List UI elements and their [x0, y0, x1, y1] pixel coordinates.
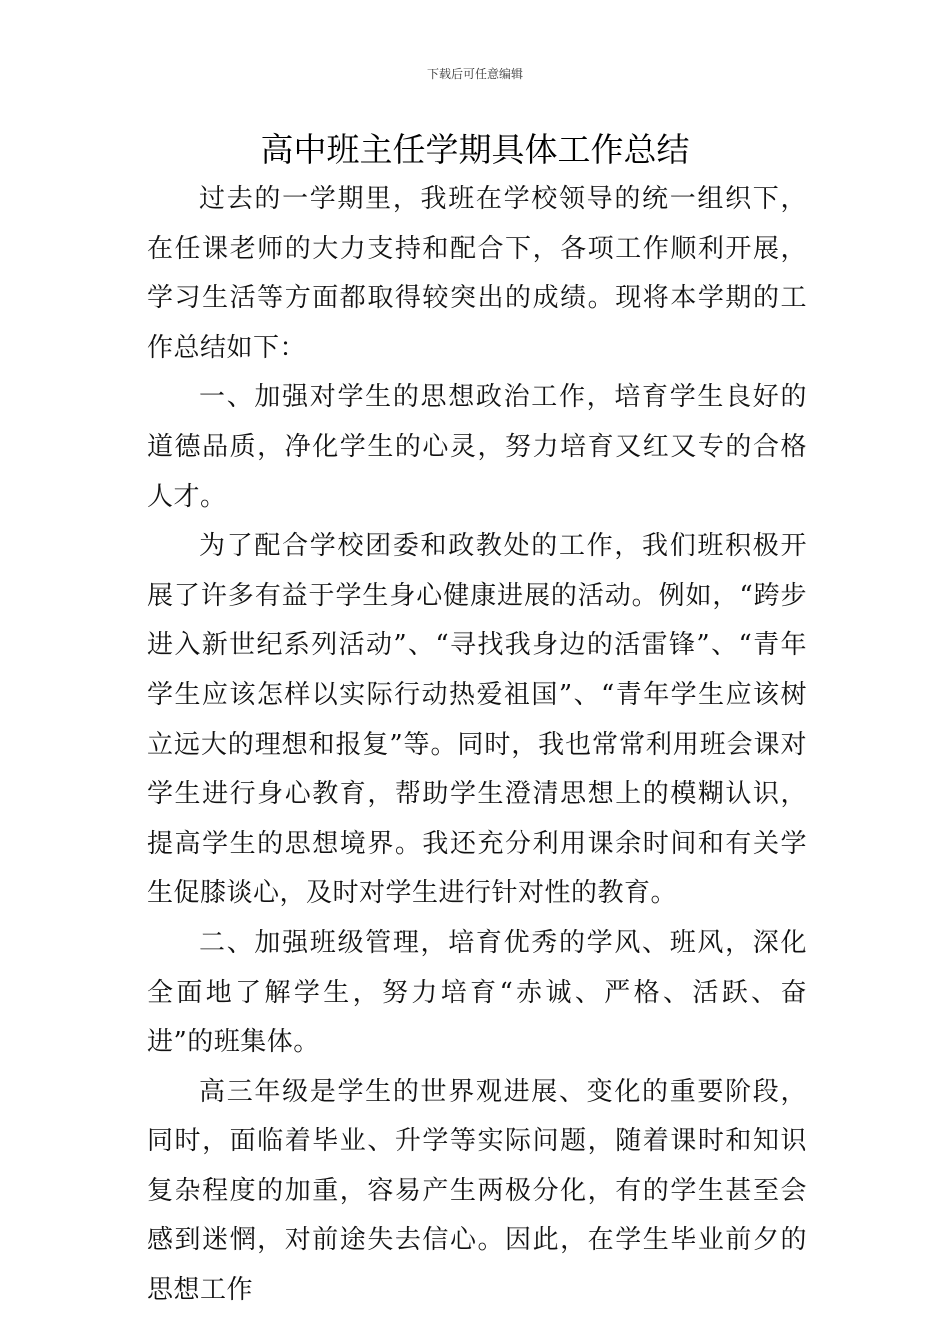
header-note: 下载后可任意编辑	[426, 67, 523, 81]
document-body	[147, 175, 807, 1316]
paragraph-activities: 为了配合学校团委和政教处的工作，我们班积极开展了许多有益于学生身心健康进展的活动。例如，“跨步进入新世纪系列活动”、“寻找我身边的活雷锋”、“青年学生应该怎样以实际行动热爱祖国”、“青年学生应该树立远大的理想和报复”等。同时，我也常常利用班会课对学生进行身心教育，帮助学生澄清思想上的模糊认识，提高学生的思想境界。我还充分利用课余时间和有关学生促膝谈心，及时对学生进行针对性的教育。	[147, 531, 807, 909]
paragraph-section-1-heading: 一、加强对学生的思想政治工作，培育学生良好的道德品质，净化学生的心灵，努力培育又红又专的合格人才。	[147, 382, 807, 512]
paragraph-senior-year: 高三年级是学生的世界观进展、变化的重要阶段，同时，面临着毕业、升学等实际问题，随着课时和知识复杂程度的加重，容易产生两极分化，有的学生甚至会感到迷惘，对前途失去信心。因此，在学生毕业前夕的思想工作	[147, 1076, 807, 1306]
paragraph-section-2-heading: 二、加强班级管理，培育优秀的学风、班风，深化全面地了解学生，努力培育“赤诚、严格、活跃、奋进”的班集体。	[147, 927, 807, 1058]
document-title: 高中班主任学期具体工作总结	[260, 130, 690, 169]
paragraph-intro: 过去的一学期里，我班在学校领导的统一组织下，在任课老师的大力支持和配合下，各项工作顺利开展，学习生活等方面都取得较突出的成绩。现将本学期的工作总结如下：	[147, 184, 807, 363]
